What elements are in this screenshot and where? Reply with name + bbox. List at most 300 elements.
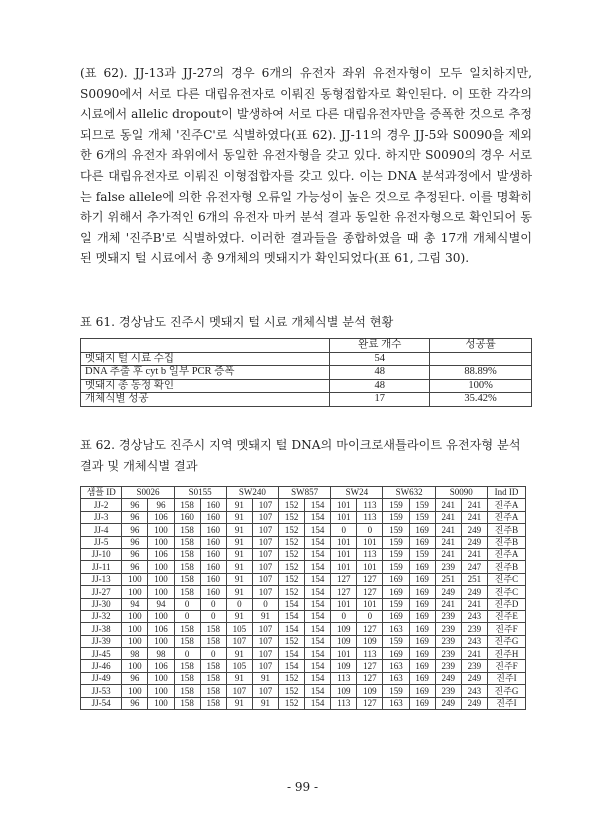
allele-cell: 159 [383,499,409,511]
allele-cell: 107 [226,685,252,697]
allele-cell: 159 [383,536,409,548]
allele-cell: 105 [226,623,252,635]
table-row [81,672,526,684]
sample-id-cell: JJ-54 [81,697,122,709]
ind-id-cell: 진주H [487,648,525,660]
table-62-header-cell: S0155 [174,487,226,499]
allele-cell: 249 [461,536,487,548]
allele-cell: 160 [200,536,226,548]
allele-cell: 241 [435,548,461,560]
allele-cell: 106 [148,511,174,523]
table-61-caption: 표 61. 경상남도 진주시 멧돼지 털 시료 개체식별 분석 현황 [80,315,394,329]
allele-cell: 239 [435,561,461,573]
table-62 [80,486,526,710]
allele-cell: 169 [409,660,435,672]
allele-cell: 169 [383,610,409,622]
table-61-cell: 48 [330,379,430,393]
allele-cell: 159 [383,685,409,697]
allele-cell: 154 [305,697,331,709]
allele-cell: 91 [252,672,278,684]
allele-cell: 251 [435,573,461,585]
allele-cell: 169 [383,586,409,598]
allele-cell: 91 [226,573,252,585]
allele-cell: 154 [305,623,331,635]
body-paragraph [80,63,532,269]
sample-id-cell: JJ-38 [81,623,122,635]
allele-cell: 101 [331,561,357,573]
allele-cell: 169 [409,648,435,660]
allele-cell: 152 [279,548,305,560]
allele-cell: 113 [357,648,383,660]
allele-cell: 113 [331,697,357,709]
allele-cell: 0 [226,598,252,610]
allele-cell: 0 [331,610,357,622]
allele-cell: 169 [409,610,435,622]
table-row [81,524,526,536]
table-row [81,573,526,585]
sample-id-cell: JJ-49 [81,672,122,684]
table-61-header-cell: 성공률 [430,339,532,353]
allele-cell: 91 [226,548,252,560]
allele-cell: 100 [148,672,174,684]
table-62-header-cell: SW857 [279,487,331,499]
allele-cell: 159 [409,499,435,511]
ind-id-cell: 진주F [487,660,525,672]
allele-cell: 101 [357,561,383,573]
allele-cell: 100 [148,685,174,697]
allele-cell: 100 [148,573,174,585]
allele-cell: 239 [435,685,461,697]
table-61-row [81,352,532,366]
table-61-cell: DNA 추출 후 cyt b 일부 PCR 증폭 [81,366,330,380]
allele-cell: 239 [435,648,461,660]
sample-id-cell: JJ-13 [81,573,122,585]
allele-cell: 101 [331,536,357,548]
allele-cell: 100 [122,610,148,622]
table-row [81,586,526,598]
allele-cell: 152 [279,499,305,511]
allele-cell: 96 [122,499,148,511]
allele-cell: 107 [252,548,278,560]
table-row [81,511,526,523]
allele-cell: 154 [305,573,331,585]
allele-cell: 107 [252,586,278,598]
allele-cell: 100 [148,635,174,647]
table-61-cell: 54 [330,352,430,366]
table-row [81,499,526,511]
allele-cell: 159 [383,635,409,647]
table-62-header-cell: Ind ID [487,487,525,499]
allele-cell: 101 [357,598,383,610]
allele-cell: 0 [200,610,226,622]
allele-cell: 169 [409,536,435,548]
allele-cell: 251 [461,573,487,585]
allele-cell: 127 [357,660,383,672]
allele-cell: 0 [357,610,383,622]
allele-cell: 169 [409,623,435,635]
allele-cell: 107 [252,635,278,647]
allele-cell: 159 [383,598,409,610]
sample-id-cell: JJ-27 [81,586,122,598]
allele-cell: 107 [252,660,278,672]
allele-cell: 106 [148,548,174,560]
allele-cell: 152 [279,685,305,697]
allele-cell: 239 [461,623,487,635]
allele-cell: 241 [435,536,461,548]
allele-cell: 158 [174,548,200,560]
sample-id-cell: JJ-4 [81,524,122,536]
allele-cell: 243 [461,685,487,697]
allele-cell: 159 [383,548,409,560]
allele-cell: 241 [461,548,487,560]
table-row [81,648,526,660]
allele-cell: 101 [331,598,357,610]
allele-cell: 106 [148,660,174,672]
sample-id-cell: JJ-45 [81,648,122,660]
allele-cell: 0 [174,598,200,610]
table-row [81,610,526,622]
allele-cell: 160 [200,499,226,511]
allele-cell: 169 [409,685,435,697]
allele-cell: 127 [331,586,357,598]
allele-cell: 91 [226,536,252,548]
allele-cell: 152 [279,573,305,585]
allele-cell: 0 [174,610,200,622]
allele-cell: 249 [461,697,487,709]
allele-cell: 100 [122,635,148,647]
allele-cell: 159 [383,511,409,523]
allele-cell: 158 [200,635,226,647]
allele-cell: 154 [279,648,305,660]
table-61-cell: 개체식별 성공 [81,393,330,407]
sample-id-cell: JJ-39 [81,635,122,647]
allele-cell: 109 [357,635,383,647]
allele-cell: 158 [174,635,200,647]
sample-id-cell: JJ-10 [81,548,122,560]
sample-id-cell: JJ-5 [81,536,122,548]
ind-id-cell: 진주C [487,573,525,585]
allele-cell: 91 [226,672,252,684]
table-row [81,635,526,647]
allele-cell: 159 [383,524,409,536]
allele-cell: 91 [252,610,278,622]
allele-cell: 243 [461,635,487,647]
allele-cell: 249 [461,672,487,684]
allele-cell: 113 [357,548,383,560]
allele-cell: 152 [279,524,305,536]
table-62-header-cell: SW24 [331,487,383,499]
allele-cell: 101 [331,499,357,511]
sample-id-cell: JJ-46 [81,660,122,672]
allele-cell: 154 [305,511,331,523]
table-row [81,598,526,610]
allele-cell: 152 [279,635,305,647]
allele-cell: 127 [357,586,383,598]
allele-cell: 158 [200,697,226,709]
table-62-header-cell: SW632 [383,487,435,499]
allele-cell: 91 [226,610,252,622]
allele-cell: 107 [252,536,278,548]
allele-cell: 98 [148,648,174,660]
allele-cell: 127 [357,672,383,684]
table-62-header-cell: S0090 [435,487,487,499]
allele-cell: 154 [305,586,331,598]
allele-cell: 169 [409,573,435,585]
table-61 [80,338,532,407]
allele-cell: 241 [435,524,461,536]
allele-cell: 154 [305,548,331,560]
allele-cell: 127 [357,697,383,709]
table-62-caption: 표 62. 경상남도 진주시 지역 멧돼지 털 DNA의 마이크로새틀라이트 유전자형 분석 결과 및 개체식별 결과 [80,438,521,473]
allele-cell: 100 [122,573,148,585]
allele-cell: 243 [461,610,487,622]
allele-cell: 154 [305,524,331,536]
allele-cell: 105 [226,660,252,672]
table-61-cell: 88.89% [430,366,532,380]
allele-cell: 160 [200,511,226,523]
ind-id-cell: 진주D [487,598,525,610]
allele-cell: 247 [461,561,487,573]
allele-cell: 94 [148,598,174,610]
allele-cell: 241 [435,499,461,511]
table-row [81,548,526,560]
allele-cell: 158 [174,623,200,635]
ind-id-cell: 진주G [487,635,525,647]
allele-cell: 154 [279,623,305,635]
allele-cell: 113 [331,672,357,684]
table-61-header [81,339,532,353]
page-number: - 99 - [286,780,318,794]
allele-cell: 158 [200,672,226,684]
allele-cell: 101 [331,648,357,660]
allele-cell: 113 [357,499,383,511]
allele-cell: 107 [252,561,278,573]
ind-id-cell: 진주G [487,685,525,697]
allele-cell: 152 [279,586,305,598]
allele-cell: 154 [305,660,331,672]
allele-cell: 107 [226,635,252,647]
ind-id-cell: 진주E [487,610,525,622]
table-62-header [81,487,526,499]
ind-id-cell: 진주A [487,511,525,523]
allele-cell: 158 [174,660,200,672]
allele-cell: 169 [383,648,409,660]
table-61-header-cell [81,339,330,353]
allele-cell: 101 [331,511,357,523]
allele-cell: 152 [279,511,305,523]
allele-cell: 0 [200,648,226,660]
table-61-cell: 35.42% [430,393,532,407]
table-61-header-cell: 완료 개수 [330,339,430,353]
allele-cell: 96 [122,524,148,536]
allele-cell: 163 [383,623,409,635]
sample-id-cell: JJ-30 [81,598,122,610]
allele-cell: 249 [461,586,487,598]
allele-cell: 158 [200,685,226,697]
table-row [81,561,526,573]
allele-cell: 96 [148,499,174,511]
body-paragraph-text: (표 62). JJ-13과 JJ-27의 경우 6개의 유전자 좌위 유전자형이 모두 일치하지만, S0090에서 서로 다른 대립유전자로 이뤄진 동형접합자로 확인된다. 이 또한 각각의 시료에서 allelic dropout이 발생하여 서로 다른 대립유전자만을 증폭한 것으로 추정되므로 동일 개체 '진주C'로 식별하였다(표 62). JJ-11의 경우 JJ-5와 S0090을 제외한 6개의 유전자 좌위에서 동일한 유전자형을 갖고 있다. 하지만 S0090의 경우 서로 다른 대립유전자로 이뤄진 이형접합자를 갖고 있다. 이는 DNA 분석과정에서 발생하는 false allele에 의한 유전자형 오류일 가능성이 높은 것으로 추정된다. 이를 명확히 하기 위해서 추가적인 6개의 유전자 마커 분석 결과 동일한 유전자형으로 확인되어 동일 개체 '진주B'로 식별하였다. 이러한 결과들을 종합하였을 때 총 17개 개체식별이 된 멧돼지 털 시료에서 총 9개체의 멧돼지가 확인되었다(표 61, 그림 30). [80,66,532,266]
allele-cell: 249 [461,524,487,536]
allele-cell: 160 [200,561,226,573]
allele-cell: 241 [435,511,461,523]
allele-cell: 239 [435,660,461,672]
allele-cell: 107 [252,648,278,660]
allele-cell: 154 [305,536,331,548]
allele-cell: 100 [122,586,148,598]
sample-id-cell: JJ-11 [81,561,122,573]
allele-cell: 154 [305,648,331,660]
allele-cell: 154 [279,660,305,672]
allele-cell: 96 [122,536,148,548]
allele-cell: 113 [357,511,383,523]
ind-id-cell: 진주B [487,524,525,536]
table-row [81,536,526,548]
allele-cell: 163 [383,660,409,672]
allele-cell: 154 [305,561,331,573]
allele-cell: 107 [252,573,278,585]
allele-cell: 100 [148,586,174,598]
allele-cell: 96 [122,672,148,684]
allele-cell: 96 [122,548,148,560]
allele-cell: 249 [435,672,461,684]
allele-cell: 154 [279,610,305,622]
allele-cell: 91 [252,697,278,709]
allele-cell: 239 [435,610,461,622]
ind-id-cell: 진주B [487,561,525,573]
allele-cell: 169 [409,697,435,709]
allele-cell: 0 [174,648,200,660]
allele-cell: 154 [305,635,331,647]
allele-cell: 96 [122,511,148,523]
allele-cell: 158 [174,524,200,536]
table-62-header-cell: SW240 [226,487,278,499]
allele-cell: 160 [200,573,226,585]
allele-cell: 0 [200,598,226,610]
allele-cell: 158 [174,672,200,684]
allele-cell: 96 [122,697,148,709]
allele-cell: 107 [252,524,278,536]
allele-cell: 100 [122,660,148,672]
ind-id-cell: 진주B [487,536,525,548]
allele-cell: 154 [279,598,305,610]
table-61-cell: 17 [330,393,430,407]
allele-cell: 109 [331,623,357,635]
allele-cell: 106 [148,623,174,635]
allele-cell: 169 [409,672,435,684]
allele-cell: 91 [226,648,252,660]
sample-id-cell: JJ-53 [81,685,122,697]
allele-cell: 249 [435,697,461,709]
allele-cell: 107 [252,499,278,511]
table-61-row [81,393,532,407]
table-61-cell: 멧돼지 털 시료 수집 [81,352,330,366]
allele-cell: 241 [435,598,461,610]
allele-cell: 158 [174,499,200,511]
table-61-cell: 100% [430,379,532,393]
allele-cell: 100 [122,623,148,635]
ind-id-cell: 진주I [487,672,525,684]
sample-id-cell: JJ-3 [81,511,122,523]
allele-cell: 169 [409,598,435,610]
allele-cell: 152 [279,697,305,709]
allele-cell: 158 [174,697,200,709]
allele-cell: 152 [279,536,305,548]
allele-cell: 91 [226,524,252,536]
table-62-header-cell: S0026 [122,487,174,499]
allele-cell: 154 [305,499,331,511]
allele-cell: 152 [279,672,305,684]
allele-cell: 241 [461,499,487,511]
allele-cell: 158 [200,660,226,672]
allele-cell: 107 [252,511,278,523]
allele-cell: 163 [383,697,409,709]
allele-cell: 100 [148,610,174,622]
allele-cell: 241 [461,511,487,523]
allele-cell: 241 [461,598,487,610]
allele-cell: 100 [148,524,174,536]
table-62-header-cell: 샘플 ID [81,487,122,499]
allele-cell: 160 [174,511,200,523]
allele-cell: 109 [331,635,357,647]
table-row [81,660,526,672]
allele-cell: 158 [174,586,200,598]
allele-cell: 107 [252,685,278,697]
allele-cell: 158 [174,685,200,697]
allele-cell: 241 [461,648,487,660]
allele-cell: 100 [148,561,174,573]
allele-cell: 158 [200,623,226,635]
allele-cell: 159 [383,561,409,573]
ind-id-cell: 진주F [487,623,525,635]
ind-id-cell: 진주A [487,548,525,560]
table-61-row [81,366,532,380]
allele-cell: 127 [331,573,357,585]
allele-cell: 159 [409,511,435,523]
allele-cell: 152 [279,561,305,573]
table-61-row [81,379,532,393]
table-row [81,685,526,697]
table-row [81,697,526,709]
allele-cell: 96 [122,561,148,573]
sample-id-cell: JJ-32 [81,610,122,622]
allele-cell: 101 [357,536,383,548]
allele-cell: 127 [357,573,383,585]
allele-cell: 107 [252,623,278,635]
allele-cell: 98 [122,648,148,660]
allele-cell: 91 [226,499,252,511]
allele-cell: 169 [409,561,435,573]
allele-cell: 239 [461,660,487,672]
allele-cell: 91 [226,561,252,573]
allele-cell: 109 [331,660,357,672]
table-61-cell: 멧돼지 종 동정 확인 [81,379,330,393]
allele-cell: 169 [409,635,435,647]
allele-cell: 109 [357,685,383,697]
allele-cell: 91 [226,697,252,709]
allele-cell: 0 [357,524,383,536]
allele-cell: 100 [148,697,174,709]
allele-cell: 160 [200,586,226,598]
ind-id-cell: 진주C [487,586,525,598]
allele-cell: 169 [409,586,435,598]
allele-cell: 169 [409,524,435,536]
ind-id-cell: 진주I [487,697,525,709]
allele-cell: 154 [305,672,331,684]
allele-cell: 94 [122,598,148,610]
allele-cell: 109 [331,685,357,697]
sample-id-cell: JJ-2 [81,499,122,511]
